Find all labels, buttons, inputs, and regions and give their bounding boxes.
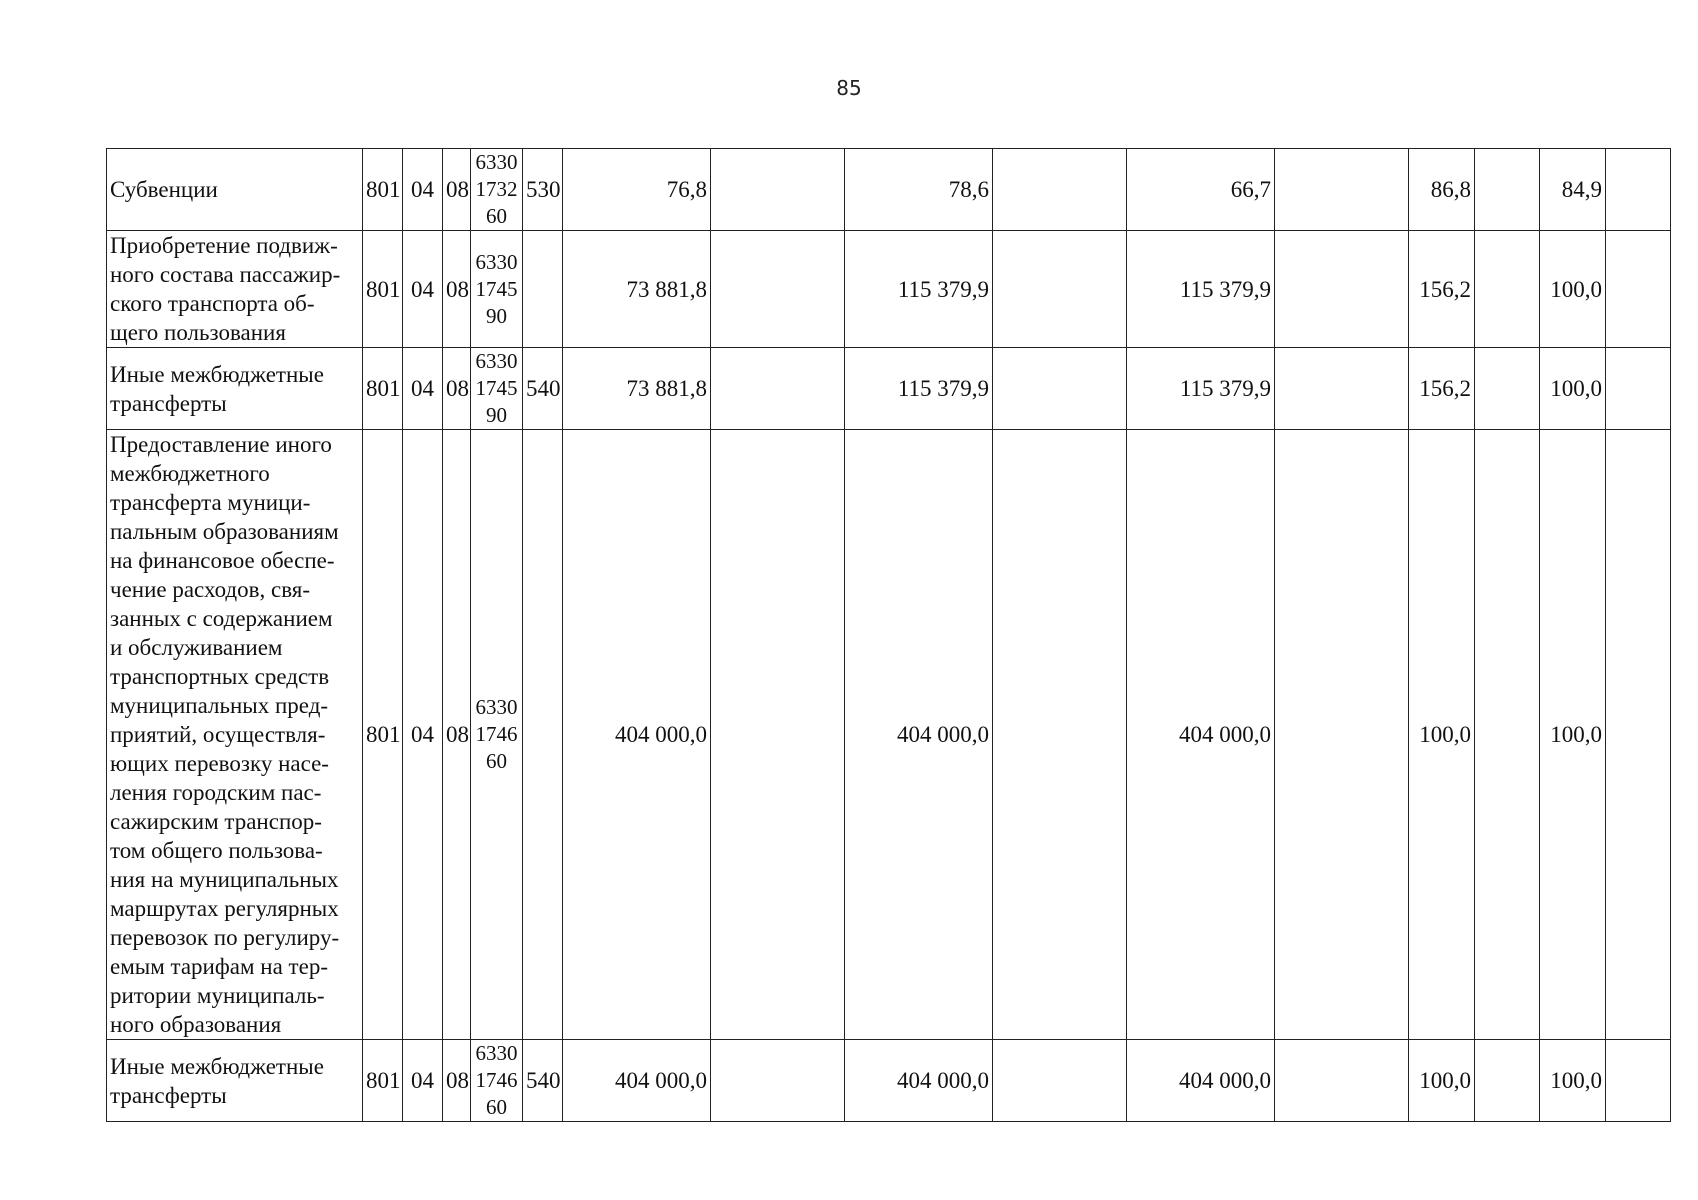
amount-cell: 78,6	[845, 149, 993, 231]
percent-cell: 100,0	[1540, 231, 1606, 348]
target-article-code: 6330 1746 60	[471, 1040, 523, 1122]
table-row	[107, 1040, 1671, 1122]
empty-cell	[993, 430, 1127, 1040]
grbs-code: 801	[363, 1040, 403, 1122]
empty-cell	[1475, 231, 1540, 348]
empty-cell	[711, 149, 845, 231]
empty-cell	[1606, 348, 1671, 430]
percent-cell: 156,2	[1409, 348, 1475, 430]
amount-cell: 404 000,0	[1127, 430, 1275, 1040]
percent-cell: 100,0	[1409, 430, 1475, 1040]
empty-cell	[1606, 231, 1671, 348]
percent-cell: 100,0	[1409, 1040, 1475, 1122]
empty-cell	[1606, 1040, 1671, 1122]
empty-cell	[711, 231, 845, 348]
subsection-code: 08	[443, 348, 471, 430]
amount-cell: 115 379,9	[845, 231, 993, 348]
empty-cell	[1475, 348, 1540, 430]
subsection-code: 08	[443, 1040, 471, 1122]
expense-type-code: 530	[523, 149, 563, 231]
section-code: 04	[403, 430, 443, 1040]
amount-cell: 73 881,8	[563, 348, 711, 430]
empty-cell	[1275, 149, 1409, 231]
section-code: 04	[403, 149, 443, 231]
empty-cell	[1475, 1040, 1540, 1122]
percent-cell: 100,0	[1540, 348, 1606, 430]
amount-cell: 404 000,0	[845, 430, 993, 1040]
amount-cell: 73 881,8	[563, 231, 711, 348]
empty-cell	[1275, 348, 1409, 430]
amount-cell: 404 000,0	[563, 1040, 711, 1122]
row-name: Субвенции	[107, 149, 363, 231]
expense-type-code: 540	[523, 1040, 563, 1122]
budget-table	[106, 148, 1671, 1122]
target-article-code: 6330 1745 90	[471, 231, 523, 348]
subsection-code: 08	[443, 231, 471, 348]
grbs-code: 801	[363, 430, 403, 1040]
amount-cell: 404 000,0	[845, 1040, 993, 1122]
percent-cell: 86,8	[1409, 149, 1475, 231]
section-code: 04	[403, 348, 443, 430]
empty-cell	[993, 231, 1127, 348]
grbs-code: 801	[363, 348, 403, 430]
grbs-code: 801	[363, 149, 403, 231]
amount-cell: 66,7	[1127, 149, 1275, 231]
expense-type-code	[523, 430, 563, 1040]
empty-cell	[993, 348, 1127, 430]
row-name: Предоставление иного межбюджетного трансферта муници- пальным образованиям на финансовое обеспе- чение расходов, свя- занных с содержанием и обслуживанием транспортных средств муниципальных пред- приятий, осуществля- ющих перевозку насе- ления городским пас- сажирским транспор- том общего пользова- ния на муниципальных маршрутах регулярных перевозок по регулиру- емым тарифам на тер- ритории муниципаль- ного образования	[107, 430, 363, 1040]
percent-cell: 100,0	[1540, 1040, 1606, 1122]
empty-cell	[1475, 149, 1540, 231]
amount-cell: 115 379,9	[1127, 231, 1275, 348]
section-code: 04	[403, 1040, 443, 1122]
row-name: Иные межбюджетные трансферты	[107, 348, 363, 430]
empty-cell	[1475, 430, 1540, 1040]
empty-cell	[993, 1040, 1127, 1122]
target-article-code: 6330 1732 60	[471, 149, 523, 231]
target-article-code: 6330 1746 60	[471, 430, 523, 1040]
page-number: 85	[836, 76, 862, 100]
table-row	[107, 149, 1671, 231]
table-row	[107, 348, 1671, 430]
empty-cell	[1275, 1040, 1409, 1122]
empty-cell	[711, 430, 845, 1040]
empty-cell	[711, 348, 845, 430]
subsection-code: 08	[443, 430, 471, 1040]
empty-cell	[1606, 149, 1671, 231]
amount-cell: 115 379,9	[845, 348, 993, 430]
grbs-code: 801	[363, 231, 403, 348]
amount-cell: 76,8	[563, 149, 711, 231]
row-name: Приобретение подвиж- ного состава пассажир- ского транспорта об- щего пользования	[107, 231, 363, 348]
empty-cell	[1275, 231, 1409, 348]
percent-cell: 100,0	[1540, 430, 1606, 1040]
table-row	[107, 430, 1671, 1040]
percent-cell: 156,2	[1409, 231, 1475, 348]
empty-cell	[711, 1040, 845, 1122]
percent-cell: 84,9	[1540, 149, 1606, 231]
amount-cell: 404 000,0	[563, 430, 711, 1040]
empty-cell	[1275, 430, 1409, 1040]
target-article-code: 6330 1745 90	[471, 348, 523, 430]
row-name: Иные межбюджетные трансферты	[107, 1040, 363, 1122]
amount-cell: 404 000,0	[1127, 1040, 1275, 1122]
table-row	[107, 231, 1671, 348]
subsection-code: 08	[443, 149, 471, 231]
amount-cell: 115 379,9	[1127, 348, 1275, 430]
expense-type-code	[523, 231, 563, 348]
empty-cell	[993, 149, 1127, 231]
empty-cell	[1606, 430, 1671, 1040]
expense-type-code: 540	[523, 348, 563, 430]
section-code: 04	[403, 231, 443, 348]
